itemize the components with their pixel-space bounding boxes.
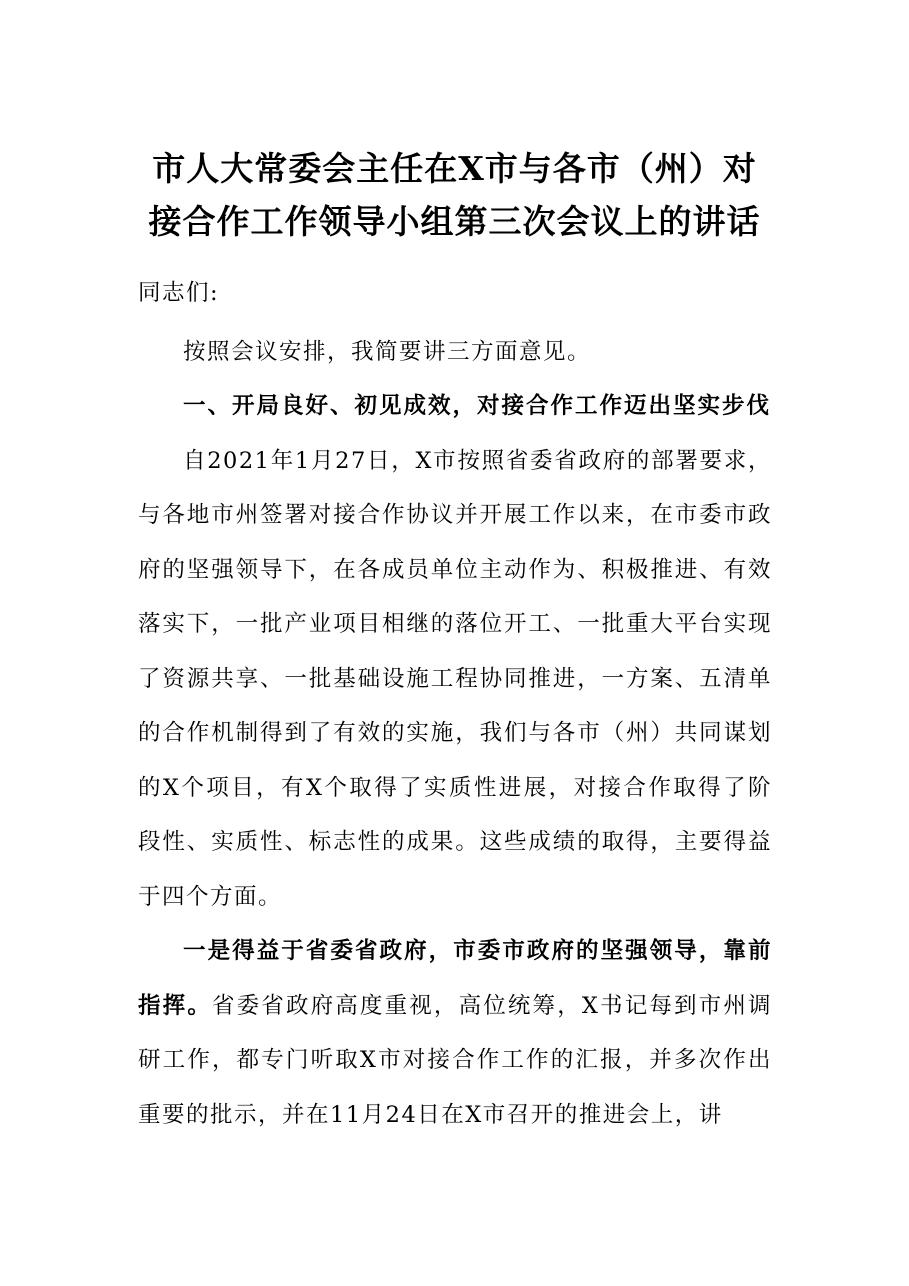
salutation: 同志们: [138, 280, 220, 306]
document-title [100, 142, 809, 248]
section-heading-1: 一、开局良好、初见成效，对接合作工作迈出坚实步伐 [183, 393, 772, 419]
intro-paragraph: 按照会议安排，我简要讲三方面意见。 [183, 338, 592, 365]
document-body [138, 266, 772, 1142]
paragraph-remainder: 省委省政府高度重视，高位统筹，X书记每到市州调研工作，都专门听取X市对接合作工作的汇报，并多次作出重要的批示，并在11月24日在X市召开的推进会上，讲 [138, 992, 772, 1128]
paragraph-lead-sentence: 一是得益于省委省政府，市委市政府的坚强领导，靠前指挥。 [138, 938, 772, 1019]
body-paragraph-1: 自2021年1月27日，X市按照省委省政府的部署要求，与各地市州签署对接合作协议并开展工作以来，在市委市政府的坚强领导下，在各成员单位主动作为、积极推进、有效落实下，一批产业项目相继的落位开工、一批重大平台实现了资源共享、一批基础设施工程协同推进，一方案、五清单的合作机制得到了有效的实施，我们与各市（州）共同谋划的X个项目，有X个取得了实质性进展，对接合作取得了阶段性、实质性、标志性的成果。这些成绩的取得，主要得益于四个方面。 [138, 447, 772, 910]
title-line-2: 接合作工作领导小组第三次会议上的讲话 [148, 202, 761, 241]
title-line-1: 市人大常委会主任在X市与各市（州）对 [152, 149, 757, 188]
body-paragraph-2 [138, 924, 772, 1142]
